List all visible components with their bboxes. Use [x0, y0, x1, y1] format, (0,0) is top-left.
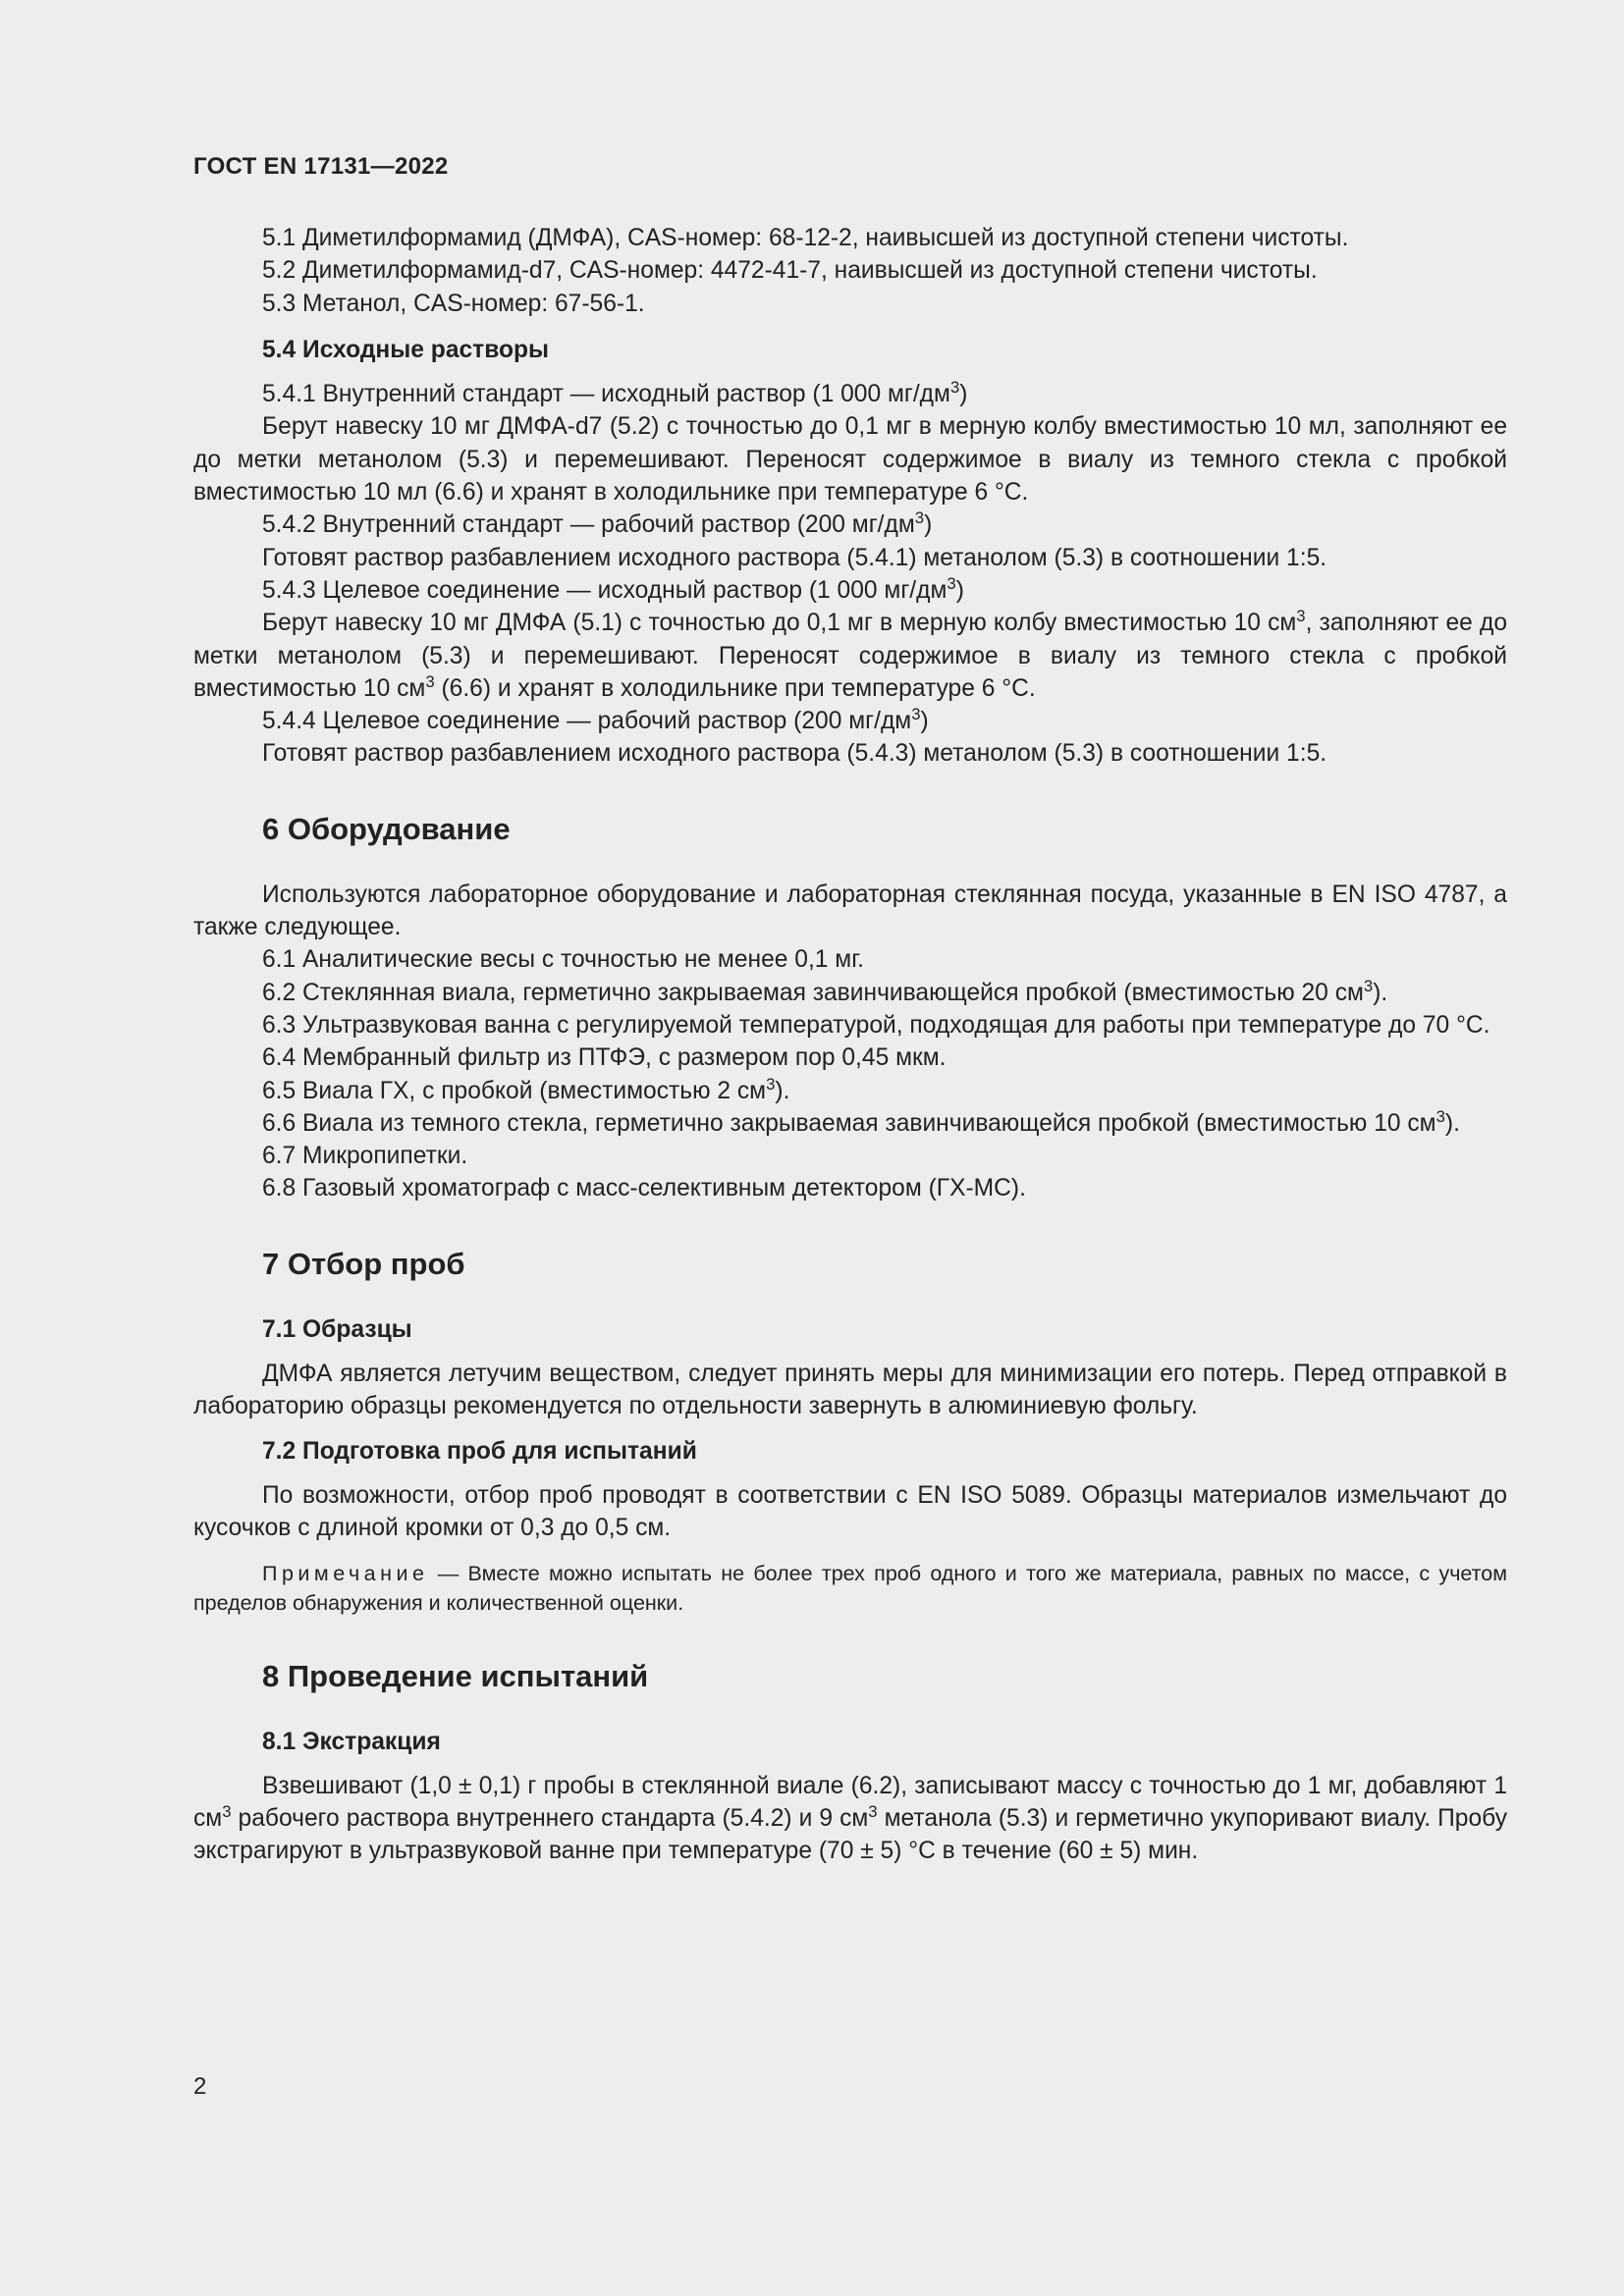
document-body — [193, 222, 1507, 1868]
note-label: Примечание — [262, 1561, 429, 1585]
paragraph-8-1: Взвешивают (1,0 ± 0,1) г пробы в стеклянной виале (6.2), записывают массу с точностью до 1 мг, добавляют 1 $см^3$ рабочего раствора внутреннего стандарта (5.4.2) и 9 $см^3$ метанола (5.3) и герметично укупоривают виалу. Пробу экстрагируют в ультразвуковой ванне при температуре (70 ± 5) °С в течение (60 ± 5) мин. — [193, 1772, 1507, 1865]
item-6-3: 6.3 Ультразвуковая ванна с регулируемой температурой, подходящая для работы при температуре до 70 °С. — [262, 1011, 1490, 1039]
paragraph-6: Используются лабораторное оборудование и лабораторная стеклянная посуда, указанные в EN ISO 4787, а также следующее. — [193, 881, 1507, 941]
item-6-1: 6.1 Аналитические весы с точностью не менее 0,1 мг. — [262, 946, 865, 974]
paragraph-5-4-1: Берут навеску 10 мг ДМФА-d7 (5.2) с точностью до 0,1 мг в мерную колбу вместимостью 10 мл, заполняют ее до метки метанолом (5.3) и перемешивают. Переносят содержимое в виалу из темного стекла с пробкой вместимостью 10 мл (6.6) и хранят в холодильнике при температуре 6 °С. — [193, 413, 1507, 507]
item-6-7: 6.7 Микропипетки. — [262, 1143, 468, 1170]
paragraph-7-2: По возможности, отбор проб проводят в соответствии с EN ISO 5089. Образцы материалов измельчают до кусочков с длиной кромки от 0,3 до 0,5 см. — [193, 1481, 1507, 1542]
item-5-4-1: 5.4.1 Внутренний стандарт — исходный раствор (1 000 $мг/дм^3$) — [262, 378, 968, 408]
paragraph-5-4-3: Берут навеску 10 мг ДМФА (5.1) с точностью до 0,1 мг в мерную колбу вместимостью 10 $см^3$, заполняют ее до метки метанолом (5.3) и перемешивают. Переносят содержимое в виалу из темного стекла с пробкой вместимостью 10 $см^3$ (6.6) и хранят в холодильнике при температуре 6 °С. — [193, 607, 1508, 702]
item-5-4-3: 5.4.3 Целевое соединение — исходный раствор (1 000 $мг/дм^3$) — [262, 573, 964, 604]
item-6-6: 6.6 Виала из темного стекла, герметично закрываемая завинчивающейся пробкой (вместимостью 10 $см^3$). — [262, 1106, 1460, 1137]
item-5-1: 5.1 Диметилформамид (ДМФА), CAS-номер: 68-12-2, наивысшей из доступной степени чистоты. — [262, 225, 1349, 251]
section-heading-7: 7 Отбор проб — [262, 1246, 465, 1281]
document-header: ГОСТ EN 17131—2022 — [193, 153, 449, 180]
note: Примечание — Вместе можно испытать не более трех проб одного и того же материала, равных по массе, с учетом пределов обнаружения и количественной оценки. — [193, 1561, 1507, 1615]
paragraph-5-4-2: Готовят раствор разбавлением исходного раствора (5.4.1) метанолом (5.3) в соотношении 1:5. — [262, 544, 1327, 571]
item-6-4: 6.4 Мембранный фильтр из ПТФЭ, с размером пор 0,45 мкм. — [262, 1044, 947, 1072]
paragraph-7-1: ДМФА является летучим веществом, следует принять меры для минимизации его потерь. Перед отправкой в лабораторию образцы рекомендуется по отдельности завернуть в алюминиевую фольгу. — [193, 1361, 1507, 1420]
item-6-2: 6.2 Стеклянная виала, герметично закрываемая завинчивающейся пробкой (вместимостью 20 $см^3$). — [262, 976, 1388, 1006]
subheading-7-2: 7.2 Подготовка проб для испытаний — [262, 1437, 697, 1465]
paragraph-5-4-4: Готовят раствор разбавлением исходного раствора (5.4.3) метанолом (5.3) в соотношении 1:5. — [262, 740, 1327, 768]
section-heading-6: 6 Оборудование — [262, 811, 511, 846]
item-6-8: 6.8 Газовый хроматограф с масс-селективным детектором (ГХ-МС). — [262, 1175, 1026, 1202]
item-5-2: 5.2 Диметилформамид-d7, CAS-номер: 4472-41-7, наивысшей из доступной степени чистоты. — [262, 257, 1318, 285]
item-5-3: 5.3 Метанол, CAS-номер: 67-56-1. — [262, 290, 645, 317]
subheading-5-4: 5.4 Исходные растворы — [262, 336, 550, 363]
subheading-8-1: 8.1 Экстракция — [262, 1728, 441, 1755]
subheading-7-1: 7.1 Образцы — [262, 1315, 412, 1343]
section-heading-8: 8 Проведение испытаний — [262, 1658, 649, 1693]
item-5-4-4: 5.4.4 Целевое соединение — рабочий раствор (200 $мг/дм^3$) — [262, 704, 929, 735]
item-5-4-2: 5.4.2 Внутренний стандарт — рабочий раствор (200 $мг/дм^3$) — [262, 508, 933, 539]
item-6-5: 6.5 Виала ГХ, с пробкой (вместимостью 2 $см^3$). — [262, 1074, 790, 1104]
page-number: 2 — [193, 2073, 207, 2100]
